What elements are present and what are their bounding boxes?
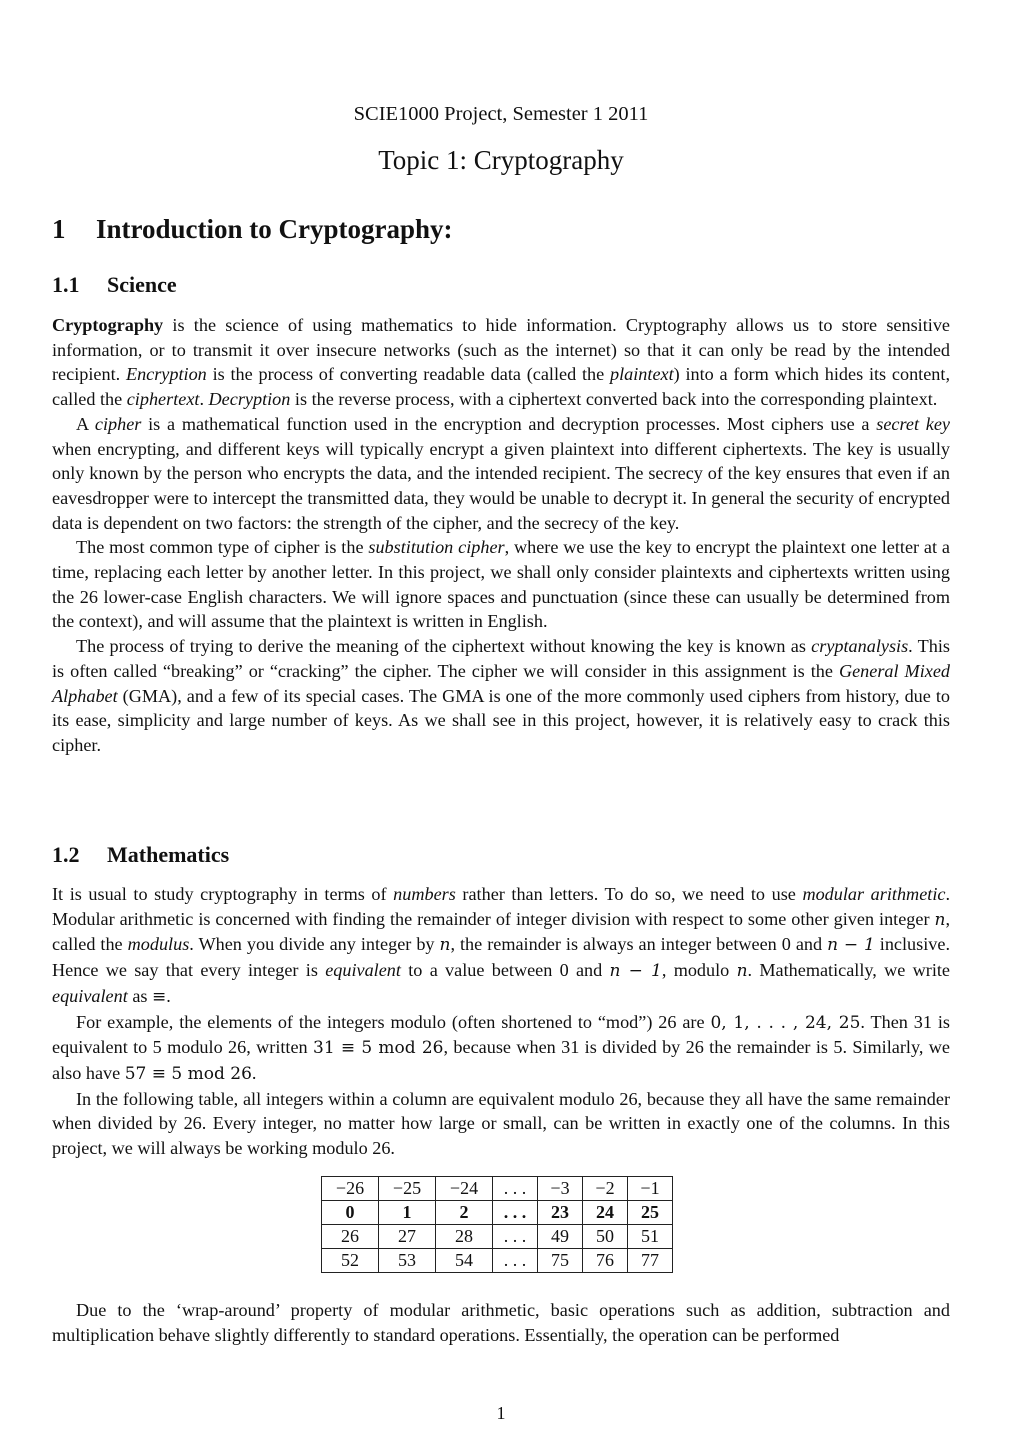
- subsection-title: Science: [107, 272, 177, 297]
- table-cell: 2: [436, 1201, 493, 1225]
- table-cell: 26: [322, 1225, 379, 1249]
- mathematics-body: [52, 882, 950, 1161]
- table-cell: 1: [379, 1201, 436, 1225]
- subsection-number: 1.1: [52, 272, 80, 297]
- subsection-number: 1.2: [52, 842, 80, 867]
- operations-body: [52, 1298, 950, 1347]
- table-cell: −1: [628, 1177, 673, 1201]
- paragraph: Cryptography is the science of using mathematics to hide information. Cryptography allows us to store sensitive information, or to transmit it over insecure networks (such as the internet) so that it can only be read by the intended recipient. Encryption is the process of converting readable data (called the plaintext) into a form which hides its content, called the ciphertext. Decryption is the reverse process, with a ciphertext converted back into the corresponding plaintext.: [52, 315, 950, 410]
- topic-title: Topic 1: Cryptography: [378, 145, 624, 175]
- table-cell: . . .: [493, 1249, 538, 1273]
- table-cell: 23: [538, 1201, 583, 1225]
- table-cell: . . .: [493, 1225, 538, 1249]
- section-number: 1: [52, 214, 66, 244]
- paragraph: For example, the elements of the integers modulo (often shortened to “mod”) 26 are 0, 1, . . . , 24, 25. Then 31 is equivalent to 5 modulo 26, written 31 ≡ 5 mod 26, because when 31 is divided by 26 the remainder is 5. Similarly, we also have 57 ≡ 5 mod 26.: [52, 1011, 950, 1084]
- section-title: Introduction to Cryptography:: [96, 214, 453, 244]
- table-cell: 75: [538, 1249, 583, 1273]
- table-cell: −2: [583, 1177, 628, 1201]
- table-cell: 27: [379, 1225, 436, 1249]
- table-cell: 77: [628, 1249, 673, 1273]
- table-row: [322, 1225, 673, 1249]
- paragraph: The process of trying to derive the meaning of the ciphertext without knowing the key is known as cryptanalysis. This is often called “breaking” or “cracking” the cipher. The cipher we will consider in this assignment is the General Mixed Alphabet (GMA), and a few of its special cases. The GMA is one of the more commonly used ciphers from history, due to its ease, simplicity and large number of keys. As we shall see in this project, however, it is relatively easy to crack this cipher.: [52, 636, 950, 755]
- paragraph: It is usual to study cryptography in terms of numbers rather than letters. To do so, we need to use modular arithmetic. Modular arithmetic is concerned with finding the remainder of integer division with respect to some other given integer n, called the modulus. When you divide any integer by n, the remainder is always an integer between 0 and n − 1 inclusive. Hence we say that every integer is equivalent to a value between 0 and n − 1, modulo n. Mathematically, we write equivalent as ≡.: [52, 884, 951, 1007]
- table-cell: 0: [322, 1201, 379, 1225]
- subsection-title: Mathematics: [107, 842, 230, 867]
- course-header: SCIE1000 Project, Semester 1 2011: [353, 103, 649, 125]
- table-row: [322, 1177, 673, 1201]
- table-cell: . . .: [493, 1177, 538, 1201]
- table-cell: . . .: [493, 1201, 538, 1225]
- table-cell: 25: [628, 1201, 673, 1225]
- subsection-heading-science: [52, 272, 177, 298]
- science-body: [52, 313, 950, 758]
- table-row: [322, 1201, 673, 1225]
- table-cell: 76: [583, 1249, 628, 1273]
- table-cell: 51: [628, 1225, 673, 1249]
- page-number: 1: [496, 1403, 506, 1423]
- table-cell: 49: [538, 1225, 583, 1249]
- subsection-heading-mathematics: [52, 842, 229, 868]
- table-cell: 52: [322, 1249, 379, 1273]
- table-cell: 28: [436, 1225, 493, 1249]
- paragraph: A cipher is a mathematical function used in the encryption and decryption processes. Most ciphers use a secret key when encrypting, and different keys will typically encrypt a given plaintext into different ciphertexts. The key is usually only known by the person who encrypts the data, and the intended recipient. The secrecy of the key ensures that even if an eavesdropper were to intercept the transmitted data, they would be unable to decrypt it. In general the security of encrypted data is dependent on two factors: the strength of the cipher, and the secrecy of the key.: [52, 413, 950, 533]
- table-cell: 54: [436, 1249, 493, 1273]
- table-cell: −26: [322, 1177, 379, 1201]
- table-cell: −25: [379, 1177, 436, 1201]
- section-heading: [52, 214, 453, 245]
- paragraph: In the following table, all integers within a column are equivalent modulo 26, because they all have the same remainder when divided by 26. Every integer, no matter how large or small, can be written in exactly one of the columns. In this project, we will always be working modulo 26.: [52, 1088, 950, 1159]
- table-cell: −3: [538, 1177, 583, 1201]
- paragraph: The most common type of cipher is the substitution cipher, where we use the key to encrypt the plaintext one letter at a time, replacing each letter by another letter. In this project, we shall only consider plaintexts and ciphertexts written using the 26 lower-case English characters. We will ignore spaces and punctuation (since these can usually be determined from the context), and will assume that the plaintext is written in English.: [52, 537, 950, 632]
- table-row: [322, 1249, 673, 1273]
- table-cell: 53: [379, 1249, 436, 1273]
- table-cell: −24: [436, 1177, 493, 1201]
- table-cell: 50: [583, 1225, 628, 1249]
- table-cell: 24: [583, 1201, 628, 1225]
- modulo-table: [321, 1176, 673, 1273]
- paragraph: Due to the ‘wrap-around’ property of modular arithmetic, basic operations such as addition, subtraction and multiplication behave slightly differently to standard operations. Essentially, the operation can be performed: [52, 1300, 950, 1345]
